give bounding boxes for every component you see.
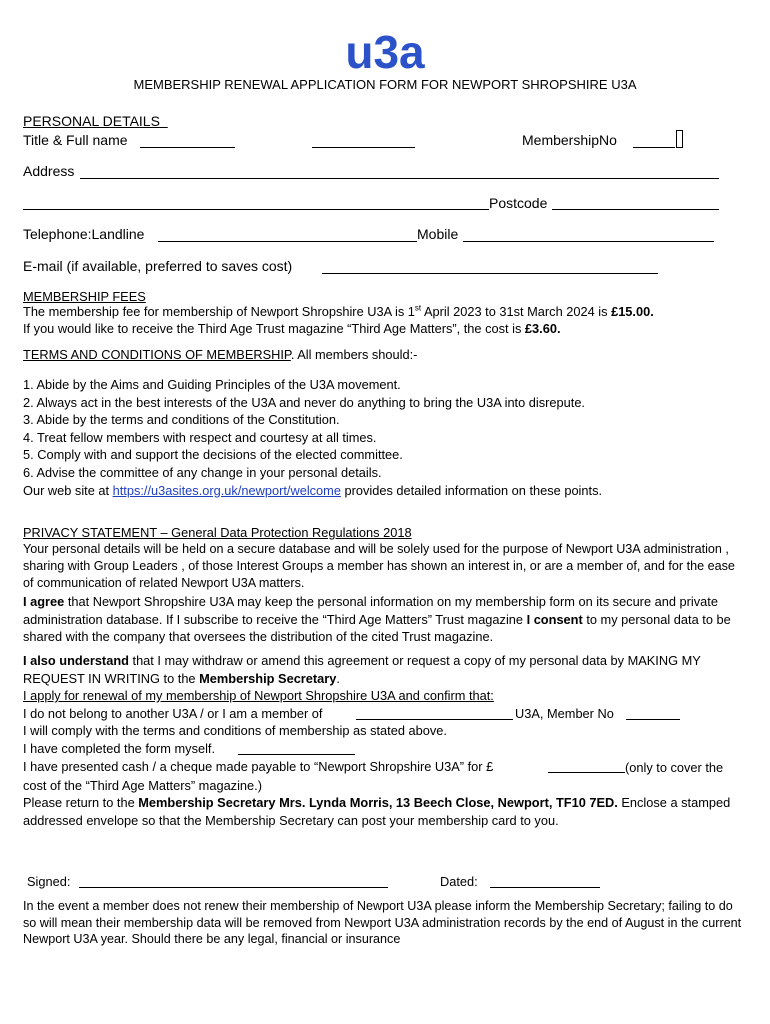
other-u3a-b: U3A, Member No (515, 706, 614, 721)
membership-no-field[interactable] (633, 147, 675, 148)
comply-line: I will comply with the terms and conditions of membership as stated above. (23, 723, 447, 738)
personal-details-heading: PERSONAL DETAILS (23, 113, 160, 129)
title-name-label: Title & Full name (23, 132, 128, 148)
other-u3a-field[interactable] (356, 719, 513, 720)
footer-paragraph: In the event a member does not renew their membership of Newport U3A please inform the Membership Secretary; failing to do so will mean their membership data will be removed from Newport U3A administration records by the end of August in the current Newport U3A year. Should there be any legal, financial or insurance (23, 899, 742, 946)
terms-heading: TERMS AND CONDITIONS OF MEMBERSHIP. All members should:- (23, 347, 418, 362)
payment-line-b: (only to cover the cost of the “Third Age Matters” magazine.) (23, 760, 724, 793)
postcode-field[interactable] (552, 209, 719, 210)
membership-no-label: MembershipNo (522, 132, 617, 148)
address-field-2[interactable] (23, 209, 489, 210)
date-field[interactable] (490, 887, 600, 888)
apply-heading: I apply for renewal of my membership of Newport Shropshire U3A and confirm that: (23, 688, 494, 703)
completed-field[interactable] (238, 754, 355, 755)
signed-label: Signed: (27, 874, 71, 889)
privacy-paragraph: Your personal details will be held on a secure database and will be solely used for the purpose of Newport U3A administration , sharing with Group Leaders , of those Interest Groups a member has shown an interest in, or are a member of, and for the ease of communication of related Newport U3A matters. (23, 542, 735, 590)
membership-fees-heading: MEMBERSHIP FEES (23, 289, 146, 304)
other-u3a-a: I do not belong to another U3A / or I am a member of (23, 706, 323, 721)
fee-line-1: The membership fee for membership of Newport Shropshire U3A is 1st April 2023 to 31st March 2024 is £15.00. (23, 303, 654, 319)
u3a-logo (330, 30, 440, 74)
membership-no-box[interactable] (676, 130, 683, 148)
terms-list (23, 376, 602, 499)
terms-item: 1. Abide by the Aims and Guiding Principles of the U3A movement. (23, 377, 401, 392)
fee-line-2: If you would like to receive the Third Age Trust magazine “Third Age Matters”, the cost is £3.60. (23, 321, 561, 336)
terms-item: 6. Advise the committee of any change in your personal details. (23, 464, 382, 480)
email-label: E-mail (if available, preferred to saves cost) (23, 258, 293, 274)
terms-item: 2. Always act in the best interests of the U3A and never do anything to bring the U3A into disrepute. (23, 394, 585, 410)
logo-text: u3a (345, 30, 425, 74)
website-line: Our web site at https://u3asites.org.uk/newport/welcome provides detailed information on these points. (23, 482, 603, 498)
return-paragraph: Please return to the Membership Secretary Mrs. Lynda Morris, 13 Beech Close, Newport, TF10 7ED. Enclose a stamped addressed envelope so that the Membership Secretary can post your membership card to you. (23, 795, 731, 828)
address-label: Address (23, 163, 75, 179)
understand-paragraph: I also understand that I may withdraw or amend this agreement or request a copy of my personal data by MAKING MY REQUEST IN WRITING to the Membership Secretary. (23, 653, 701, 686)
payment-line-a: I have presented cash / a cheque made payable to “Newport Shropshire U3A” for £ (23, 759, 494, 774)
postcode-label: Postcode (489, 195, 548, 211)
title-name-field-2[interactable] (312, 147, 415, 148)
member-no-field[interactable] (626, 719, 680, 720)
landline-label: Telephone:Landline (23, 226, 145, 242)
landline-field[interactable] (158, 241, 417, 242)
terms-item: 3. Abide by the terms and conditions of the Constitution. (23, 412, 340, 428)
website-link[interactable]: https://u3asites.org.uk/newport/welcome (112, 482, 341, 498)
agree-paragraph: I agree that Newport Shropshire U3A may keep the personal information on my membership form on its secure and private administration database. If I subscribe to receive the “Third Age Matters” Trust magazine I consent to my personal data to be shared with the company that oversees the distribution of the cited Trust magazine. (23, 594, 731, 644)
address-field-1[interactable] (80, 178, 719, 179)
dated-label: Dated: (440, 874, 478, 889)
signature-field[interactable] (79, 887, 388, 888)
mobile-label: Mobile (417, 226, 459, 242)
completed-line: I have completed the form myself. (23, 741, 216, 756)
title-name-field-1[interactable] (140, 147, 235, 148)
email-field[interactable] (322, 273, 658, 274)
terms-item: 4. Treat fellow members with respect and courtesy at all times. (23, 429, 377, 445)
privacy-heading: PRIVACY STATEMENT – General Data Protection Regulations 2018 (23, 525, 412, 540)
mobile-field[interactable] (463, 241, 714, 242)
terms-item: 5. Comply with and support the decisions of the elected committee. (23, 447, 403, 463)
form-title: MEMBERSHIP RENEWAL APPLICATION FORM FOR NEWPORT SHROPSHIRE U3A (133, 77, 637, 92)
